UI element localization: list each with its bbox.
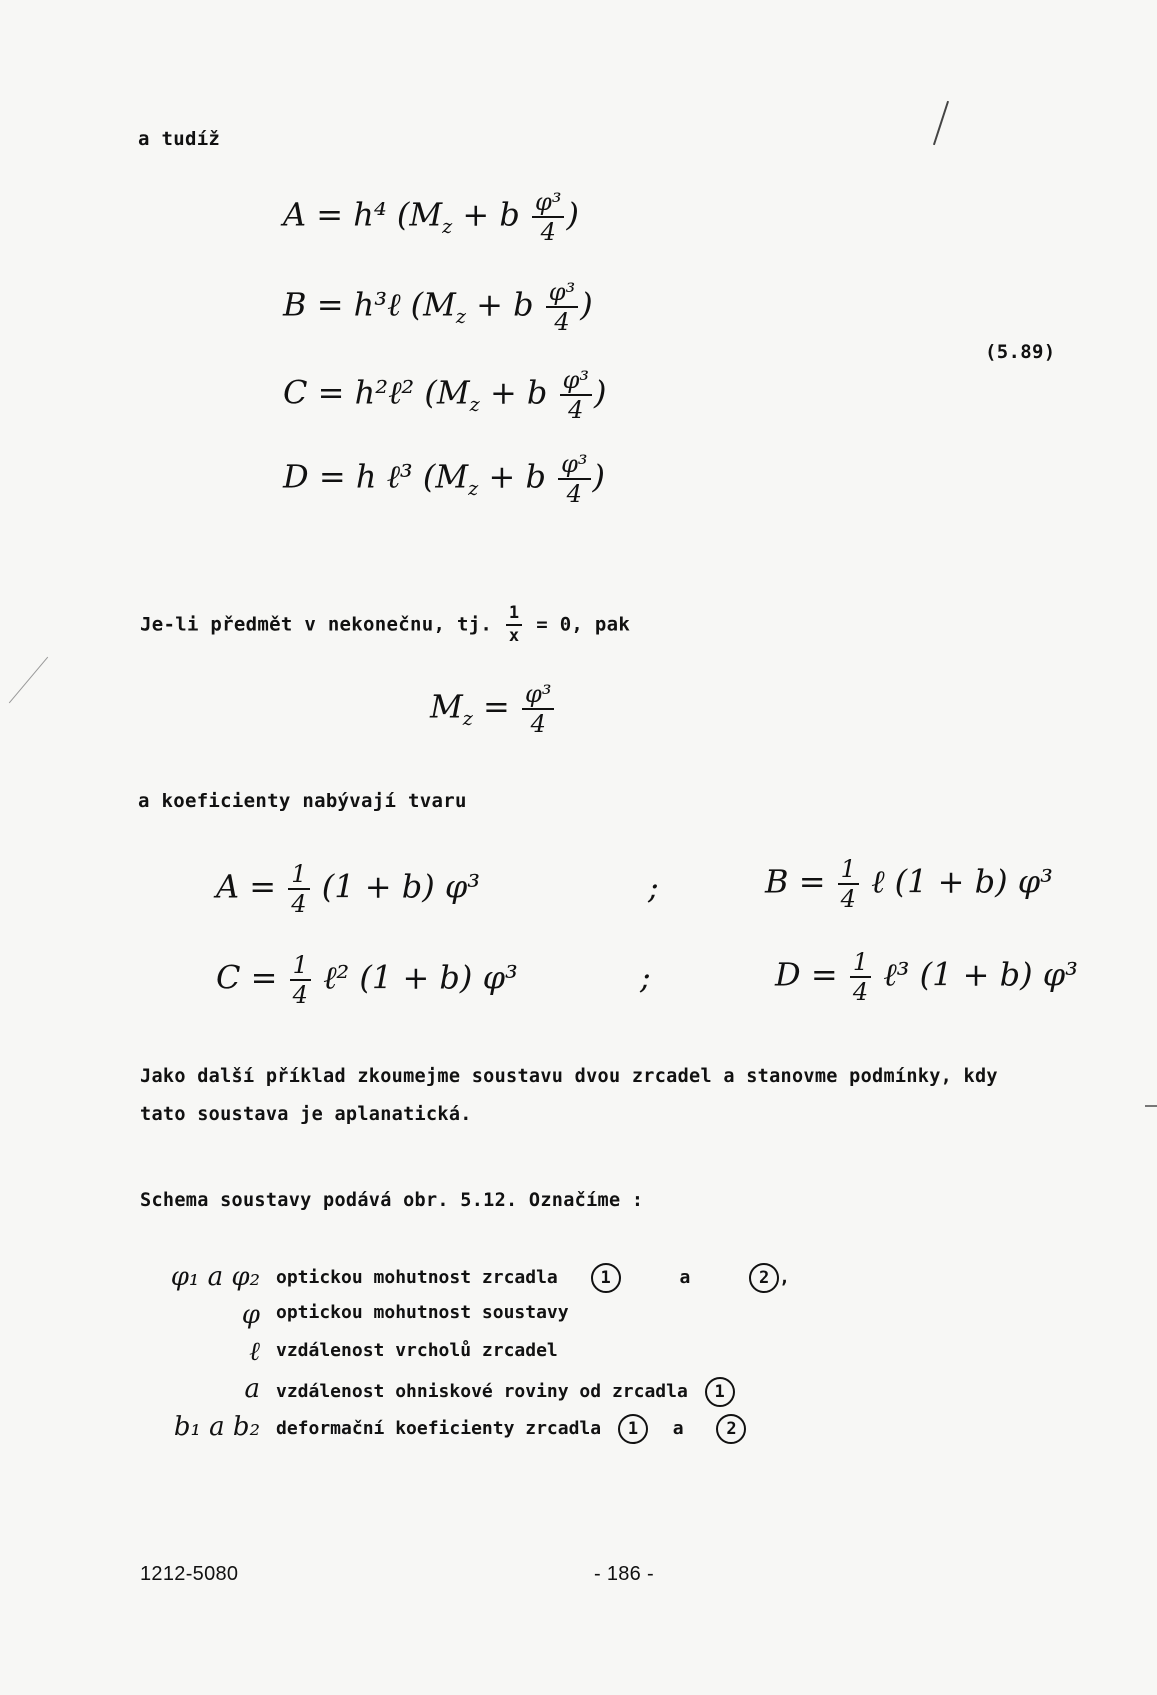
condition-before: Je-li předmět v nekonečnu, tj. (140, 613, 493, 636)
eq-num: φ³ (558, 452, 590, 480)
eq-num: φ³ (546, 280, 578, 308)
coef-num: 1 (838, 857, 859, 885)
eq-sub: z (455, 304, 466, 328)
coef-lhs: C (216, 958, 241, 997)
eq-rhs-prefix: = h⁴ (M (316, 195, 443, 234)
eq-mid: + b (465, 285, 534, 324)
condition-fraction (506, 605, 523, 645)
eq-mid: + b (478, 457, 546, 496)
coef-sep-2: ; (640, 958, 651, 996)
scan-mark (933, 101, 949, 145)
coef-den: 4 (852, 978, 869, 1006)
coef-num: 1 (288, 862, 309, 890)
coef-den: 4 (292, 981, 308, 1009)
paragraph-1-line-2: tato soustava je aplanatická. (140, 1104, 472, 1125)
coef-eq: = (250, 958, 278, 997)
coef-fraction (290, 953, 311, 1007)
condition-line (140, 605, 630, 645)
condition-after: = 0, pak (536, 613, 631, 636)
eq-fraction (532, 190, 564, 244)
coef-a (216, 862, 480, 916)
coef-lhs: A (216, 867, 240, 906)
eq-mid: + b (479, 373, 548, 412)
eq-lhs: D (283, 457, 309, 496)
page-number: - 186 - (594, 1563, 654, 1585)
circled-number: 1 (618, 1414, 648, 1444)
eq-rhs-prefix: = h³ℓ (M (316, 285, 456, 324)
legend-text: vzdálenost ohniskové roviny od zrcadla (276, 1381, 688, 1402)
equation-row-d (283, 452, 605, 506)
legend-and: a (672, 1418, 684, 1439)
circled-number: 1 (591, 1263, 621, 1293)
legend-symbol: φ₁ a φ₂ (170, 1262, 260, 1292)
legend-item (276, 1377, 735, 1407)
condition-den: x (508, 626, 520, 646)
legend-text: optickou mohutnost zrcadla (276, 1267, 558, 1288)
mz-lhs: M (430, 687, 463, 726)
paragraph-2: Schema soustavy podává obr. 5.12. Označíme : (140, 1190, 644, 1211)
coef-rest: ℓ³ (1 + b) φ³ (883, 955, 1078, 994)
eq-close: ) (580, 285, 593, 324)
eq-lhs: C (283, 373, 308, 412)
eq-num: φ³ (560, 368, 592, 396)
equation-row-a (283, 190, 579, 244)
paragraph-1-line-1: Jako další příklad zkoumejme soustavu dvou zrcadel a stanovme podmínky, kdy (140, 1066, 998, 1087)
circled-number: 2 (716, 1414, 746, 1444)
legend-item (276, 1263, 790, 1293)
eq-den: 4 (566, 480, 582, 508)
legend-symbol: φ (241, 1300, 260, 1330)
eq-den: 4 (568, 396, 584, 424)
mz-equation (430, 682, 556, 736)
eq-close: ) (566, 195, 579, 234)
coef-sep-1: ; (648, 868, 659, 906)
eq-fraction (560, 368, 592, 422)
eq-rhs-prefix: = h ℓ³ (M (318, 457, 469, 496)
coef-d (775, 950, 1078, 1004)
eq-sub: z (468, 476, 479, 500)
eq-close: ) (594, 373, 607, 412)
eq-lhs: B (283, 285, 307, 324)
coef-eq: = (798, 862, 826, 901)
eq-fraction (558, 452, 590, 506)
coef-b (765, 857, 1053, 911)
coef-fraction (838, 857, 859, 911)
coef-lhs: B (765, 862, 789, 901)
coef-fraction (288, 862, 309, 916)
coef-rest: (1 + b) φ³ (321, 867, 481, 906)
coef-rest: ℓ² (1 + b) φ³ (323, 958, 518, 997)
eq-den: 4 (540, 218, 556, 246)
eq-sub: z (442, 214, 453, 238)
coef-num: 1 (850, 950, 871, 978)
scan-mark (1145, 1105, 1157, 1107)
legend-text: deformační koeficienty zrcadla (276, 1418, 602, 1439)
coef-num: 1 (290, 953, 311, 981)
coef-fraction (850, 950, 871, 1004)
intro-text: a tudíž (138, 128, 221, 150)
equation-row-c (283, 368, 607, 422)
mz-sub: z (462, 706, 473, 730)
circled-number: 2 (749, 1263, 779, 1293)
eq-sub: z (469, 392, 480, 416)
condition-num: 1 (506, 605, 523, 626)
eq-mid: + b (452, 195, 520, 234)
footer-code: 1212-5080 (140, 1563, 239, 1585)
coef-eq: = (249, 867, 277, 906)
coef-eq: = (810, 955, 838, 994)
legend-item (276, 1414, 746, 1444)
legend-symbol: b₁ a b₂ (173, 1412, 260, 1442)
mz-den: 4 (530, 710, 546, 738)
mz-eq: = (483, 687, 510, 726)
coef-den: 4 (840, 885, 856, 913)
coef-intro: a koeficienty nabývají tvaru (138, 790, 467, 812)
coef-den: 4 (291, 890, 307, 918)
coef-rest: ℓ (1 + b) φ³ (871, 862, 1053, 901)
coef-lhs: D (775, 955, 801, 994)
legend-symbol: ℓ (249, 1337, 260, 1367)
mz-fraction (522, 682, 554, 736)
legend-and: a (679, 1267, 691, 1288)
legend-item: optickou mohutnost soustavy (276, 1302, 569, 1323)
eq-close: ) (592, 457, 606, 496)
eq-fraction (546, 280, 578, 334)
legend-tail: , (779, 1267, 790, 1288)
eq-num: φ³ (532, 190, 564, 218)
equation-row-b (283, 280, 593, 334)
mz-num: φ³ (522, 682, 554, 710)
equation-number: (5.89) (985, 341, 1056, 363)
eq-lhs: A (283, 195, 307, 234)
eq-den: 4 (554, 308, 570, 336)
coef-c (216, 953, 518, 1007)
legend-item: vzdálenost vrcholů zrcadel (276, 1340, 558, 1361)
circled-number: 1 (705, 1377, 735, 1407)
eq-rhs-prefix: = h²ℓ² (M (317, 373, 470, 412)
scan-mark (9, 657, 48, 704)
legend-symbol: a (244, 1374, 260, 1404)
